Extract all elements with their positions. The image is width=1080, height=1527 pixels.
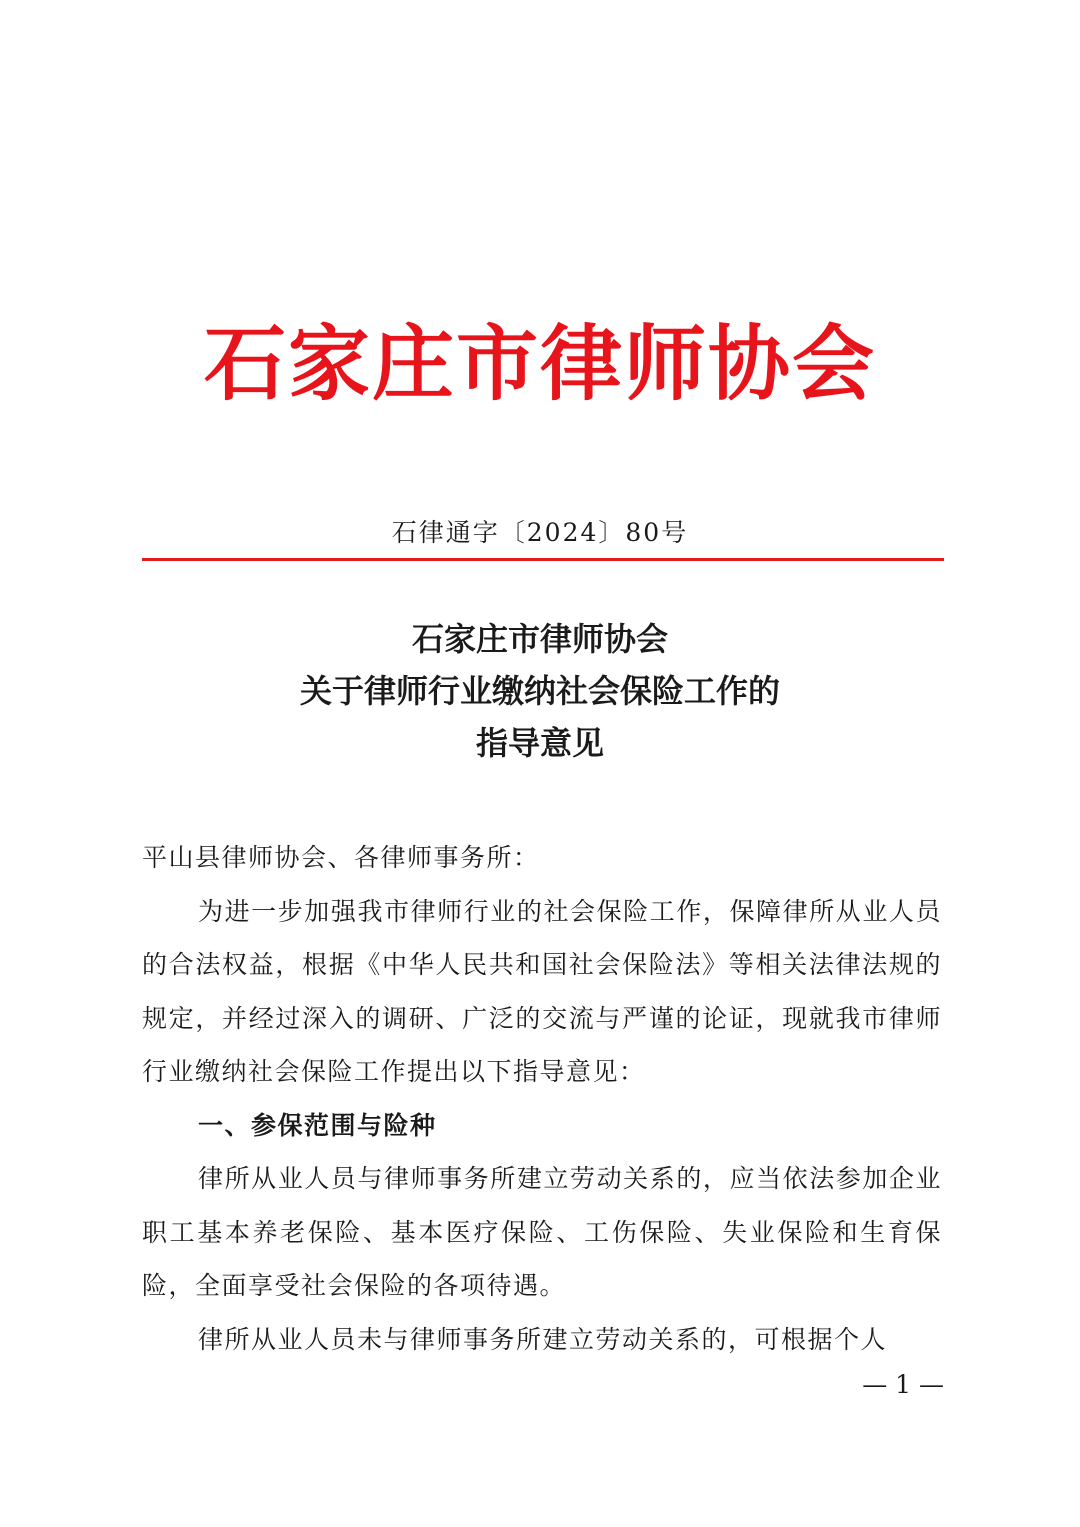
title-line-1: 石家庄市律师协会 [411,620,668,658]
section1-paragraph-2: 律所从业人员未与律师事务所建立劳动关系的，可根据个人 [198,1324,888,1354]
title-line-3: 指导意见 [475,724,604,762]
title-line-2: 关于律师行业缴纳社会保险工作的 [299,672,780,710]
document-body [142,831,942,1366]
document-title [0,613,1080,769]
red-divider-rule [142,558,944,561]
section1-paragraph-1: 律所从业人员与律师事务所建立劳动关系的，应当依法参加企业职工基本养老保险、基本医疗保险、工伤保险、失业保险和生育保险，全面享受社会保险的各项待遇。 [142,1164,942,1300]
page-number: — 1 — [862,1370,944,1399]
document-number: 石律通字〔2024〕80号 [391,518,689,547]
salutation: 平山县律师协会、各律师事务所： [142,843,540,872]
intro-paragraph: 为进一步加强我市律师行业的社会保险工作，保障律所从业人员的合法权益，根据《中华人民共和国社会保险法》等相关法律法规的规定，并经过深入的调研、广泛的交流与严谨的论证，现就我市律师行业缴纳社会保险工作提出以下指导意见： [142,896,942,1086]
section-heading-1: 一、参保范围与险种 [198,1110,437,1140]
organization-header: 石家庄市律师协会 [203,317,876,412]
